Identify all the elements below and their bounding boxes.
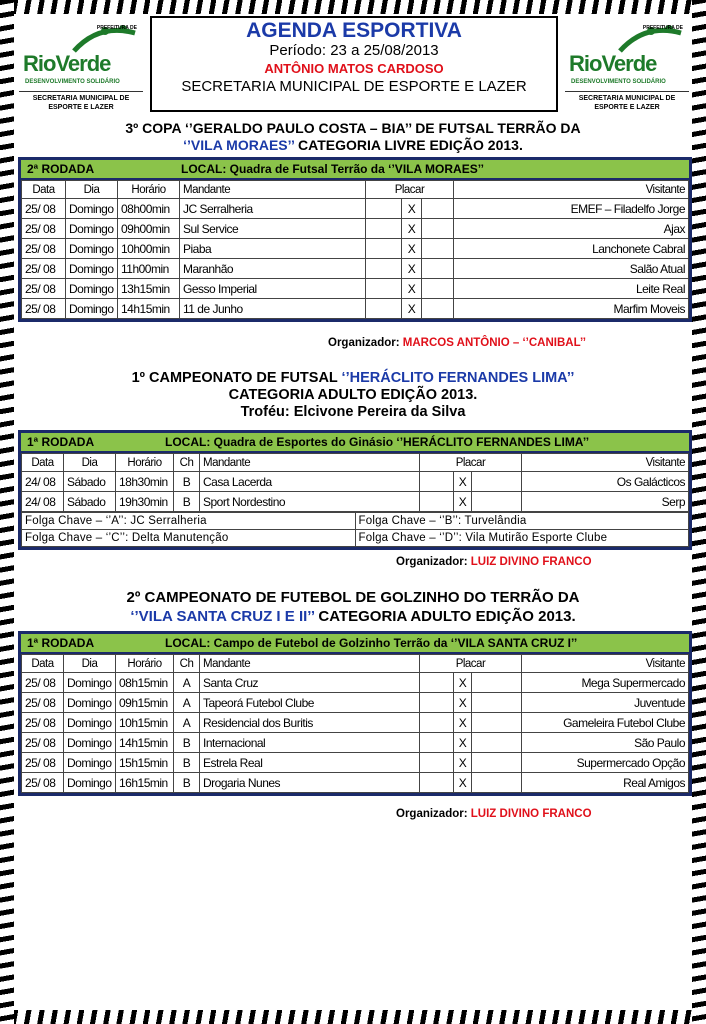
table-row: 25/ 08 Domingo 09h15min A Tapeorá Futebol Clube X Juventude: [22, 693, 689, 713]
section2-organizer: Organizador: LUIZ DIVINO FRANCO: [396, 556, 592, 568]
decorative-border-left: [0, 0, 14, 1024]
section3-band: [21, 634, 689, 654]
section3-location: LOCAL: Campo de Futebol de Golzinho Terrão da ‘’VILA SANTA CRUZ I’’: [165, 636, 578, 650]
table-row: 25/ 08 Domingo 13h15min Gesso Imperial X Leite Real: [22, 279, 689, 299]
section3-title: 2º CAMPEONATO DE FUTEBOL DE GOLZINHO DO TERRÃO DA ‘’VILA SANTA CRUZ I E II’’ CATEGORIA ADULTO EDIÇÃO 2013.: [126, 589, 580, 625]
section3-round: 1ª RODADA: [27, 636, 95, 650]
section2-title: 1º CAMPEONATO DE FUTSAL ‘’HERÁCLITO FERNANDES LIMA’’ CATEGORIA ADULTO EDIÇÃO 2013. Troféu: Elcivone Pereira da Silva: [131, 370, 575, 420]
agenda-secretaria: SECRETARIA MUNICIPAL DE ESPORTE E LAZER: [181, 78, 527, 95]
agenda-responsible-name: ANTÔNIO MATOS CARDOSO: [264, 61, 444, 76]
agenda-period: Período: 23 a 25/08/2013: [269, 42, 439, 59]
section3-table: [18, 631, 692, 796]
logo-name: RioVerde: [23, 51, 111, 76]
section1-band: [21, 160, 689, 180]
rio-verde-logo-left: [18, 16, 144, 112]
section3-organizer: Organizador: LUIZ DIVINO FRANCO: [396, 808, 592, 820]
agenda-header: [150, 16, 558, 112]
logo-subtitle: DESENVOLVIMENTO SOLIDÁRIO: [571, 79, 666, 85]
table-row: 25/ 08 Domingo 14h15min B Internacional X São Paulo: [22, 733, 689, 753]
table-row: 25/ 08 Domingo 10h15min A Residencial dos Buritis X Gameleira Futebol Clube: [22, 713, 689, 733]
decorative-border-bottom: [0, 1010, 706, 1024]
section2-band: [21, 433, 689, 453]
logo-secretaria: SECRETARIA MUNICIPAL DE ESPORTE E LAZER: [565, 91, 689, 112]
table-row: 24/ 08 Sábado 19h30min B Sport Nordestino X Serp: [22, 492, 689, 512]
folga-row: Folga Chave – ‘’C’’: Delta Manutenção Folga Chave – ‘’D’’: Vila Mutirão Esporte Clube: [22, 530, 689, 547]
folga-row: Folga Chave – ‘’A’’: JC Serralheria Folga Chave – ‘’B’’: Turvelândia: [22, 513, 689, 530]
section2-location: LOCAL: Quadra de Esportes do Ginásio ‘’HERÁCLITO FERNANDES LIMA’’: [165, 435, 590, 449]
section1-table: [18, 157, 692, 322]
table-row: 25/ 08 Domingo 08h15min A Santa Cruz X Mega Supermercado: [22, 673, 689, 693]
table-row: 25/ 08 Domingo 08h00min JC Serralheria X EMEF – Filadelfo Jorge: [22, 199, 689, 219]
section1-title: 3º COPA ‘’GERALDO PAULO COSTA – BIA’’ DE FUTSAL TERRÃO DA ‘’VILA MORAES’’ CATEGORIA LIVRE EDIÇÃO 2013.: [125, 120, 581, 153]
section2-round: 1ª RODADA: [27, 435, 95, 449]
logo-secretaria: SECRETARIA MUNICIPAL DE ESPORTE E LAZER: [19, 91, 143, 112]
decorative-border-top: [0, 0, 706, 14]
table-row: 24/ 08 Sábado 18h30min B Casa Lacerda X Os Galácticos: [22, 472, 689, 492]
logo-name: RioVerde: [569, 51, 657, 76]
table-row: 25/ 08 Domingo 10h00min Piaba X Lanchonete Cabral: [22, 239, 689, 259]
table-row: 25/ 08 Domingo 15h15min B Estrela Real X Supermercado Opção: [22, 753, 689, 773]
section1-location: LOCAL: Quadra de Futsal Terrão da ‘’VILA MORAES’’: [181, 162, 484, 176]
decorative-border-right: [692, 0, 706, 1024]
logo-prefeitura-text: PREFEITURA DE: [96, 25, 137, 31]
section1-round: 2ª RODADA: [27, 162, 95, 176]
table-row: 25/ 08 Domingo 09h00min Sul Service X Ajax: [22, 219, 689, 239]
table-header-row: Data Dia Horário Mandante Placar Visitante: [22, 181, 689, 199]
section2-table: [18, 430, 692, 550]
table-row: 25/ 08 Domingo 14h15min 11 de Junho X Marfim Moveis: [22, 299, 689, 319]
section1-organizer: Organizador: MARCOS ANTÔNIO – ‘’CANIBAL’’: [328, 337, 586, 349]
table-header-row: Data Dia Horário Ch Mandante Placar Visitante: [22, 655, 689, 673]
table-row: 25/ 08 Domingo 11h00min Maranhão X Salão Atual: [22, 259, 689, 279]
agenda-title: AGENDA ESPORTIVA: [246, 19, 462, 42]
logo-prefeitura-text: PREFEITURA DE: [642, 25, 683, 31]
table-row: 25/ 08 Domingo 16h15min B Drogaria Nunes X Real Amigos: [22, 773, 689, 793]
logo-subtitle: DESENVOLVIMENTO SOLIDÁRIO: [25, 79, 120, 85]
table-header-row: Data Dia Horário Ch Mandante Placar Visitante: [22, 454, 689, 472]
rio-verde-logo-right: [564, 16, 690, 112]
